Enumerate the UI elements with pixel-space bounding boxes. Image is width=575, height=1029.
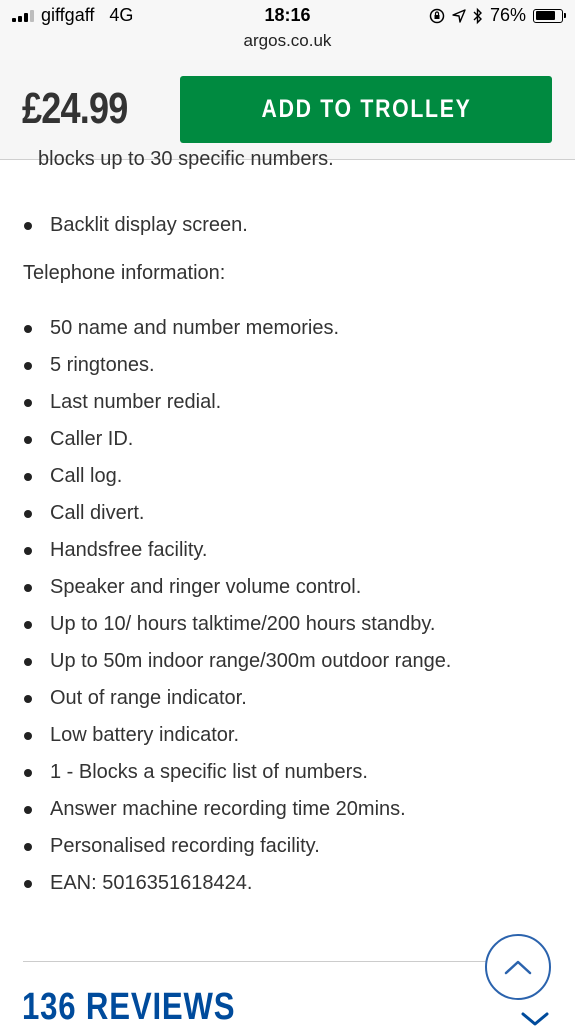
list-item-text: Answer machine recording time 20mins. (50, 798, 406, 820)
battery-percent: 76% (489, 5, 526, 25)
list-item (0, 717, 451, 754)
list-item-text: Low battery indicator. (50, 724, 239, 746)
list-item (0, 791, 451, 828)
list-item-text: Handsfree facility. (50, 539, 208, 561)
list-item (0, 532, 451, 569)
list-item-text: Caller ID. (50, 428, 134, 450)
list-item-text: 50 name and number memories. (50, 317, 340, 339)
list-item (0, 865, 451, 902)
list-item-text: 1 - Blocks a specific list of numbers. (50, 761, 368, 783)
list-item-text: Call divert. (50, 502, 145, 524)
telephone-information-heading: Telephone information: (23, 262, 226, 284)
status-bar (0, 0, 575, 60)
list-item-text: Last number redial. (50, 391, 222, 413)
list-item-text: EAN: 5016351618424. (50, 872, 253, 894)
list-item (0, 310, 451, 347)
sticky-buy-bar (0, 60, 575, 160)
carrier-name: giffgaff (41, 5, 95, 25)
list-item-text: Speaker and ringer volume control. (50, 576, 362, 598)
list-item-text: Backlit display screen. (50, 214, 248, 236)
section-divider (23, 961, 486, 962)
status-right (429, 5, 563, 26)
product-description (0, 148, 575, 1028)
list-item (0, 207, 248, 244)
list-item-text: 5 ringtones. (50, 354, 155, 376)
list-item-text: Out of range indicator. (50, 687, 247, 709)
list-item (0, 828, 451, 865)
chevron-down-icon[interactable] (520, 1012, 550, 1024)
list-item (0, 495, 451, 532)
list-item (0, 754, 451, 791)
list-item (0, 347, 451, 384)
list-item-text: Up to 50m indoor range/300m outdoor range. (50, 650, 452, 672)
battery-icon (533, 9, 563, 23)
list-item-text: Call log. (50, 465, 123, 487)
lock-rotation-icon (429, 8, 445, 24)
list-item-text: Up to 10/ hours talktime/200 hours standby. (50, 613, 436, 635)
list-item-text: Personalised recording facility. (50, 835, 320, 857)
list-item (0, 643, 451, 680)
back-to-top-button[interactable] (485, 934, 551, 1000)
list-item (0, 680, 451, 717)
list-item (0, 606, 451, 643)
cutoff-line: blocks up to 30 specific numbers. (38, 148, 334, 170)
clock: 18:16 (264, 5, 311, 25)
chevron-up-icon (503, 958, 533, 976)
list-item (0, 384, 451, 421)
page-url[interactable]: argos.co.uk (243, 31, 332, 50)
list-item (0, 569, 451, 606)
telephone-info-list (0, 310, 451, 902)
location-icon (452, 9, 466, 23)
list-item (0, 458, 451, 495)
reviews-heading[interactable]: 136 REVIEWS (22, 986, 236, 1028)
list-item (0, 421, 451, 458)
product-price: £24.99 (22, 84, 128, 133)
features-list (0, 207, 248, 244)
add-to-trolley-button[interactable] (180, 76, 552, 143)
add-to-trolley-label: ADD TO TROLLEY (261, 95, 471, 123)
bluetooth-icon (473, 8, 483, 24)
network-type: 4G (109, 5, 134, 25)
